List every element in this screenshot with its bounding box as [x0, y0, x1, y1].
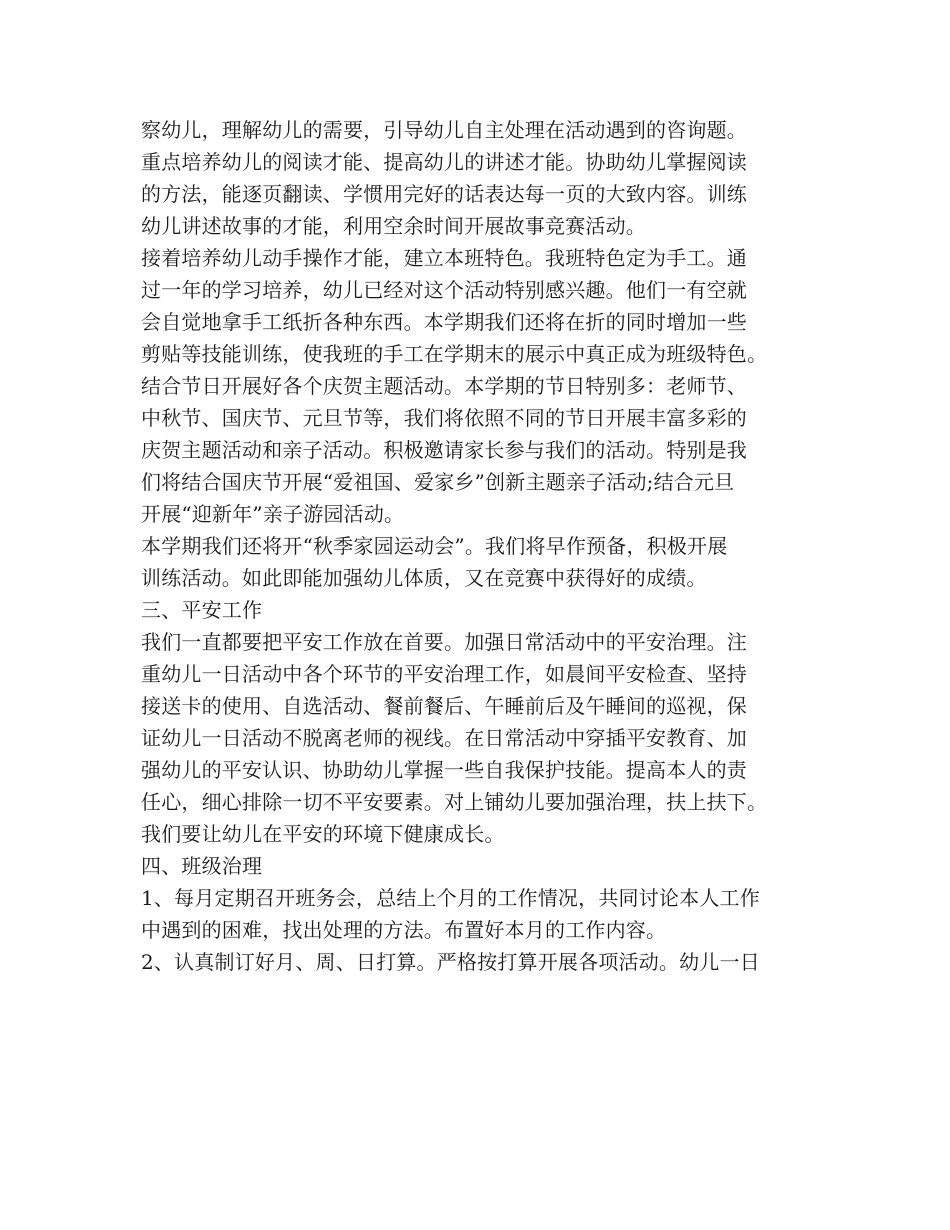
text-line: 重幼儿一日活动中各个环节的平安治理工作，如晨间平安检查、坚持 — [141, 662, 747, 686]
text-line: 的方法，能逐页翻读、学惯用完好的话表达每一页的大致内容。训练 — [141, 182, 747, 206]
text-line: 开展“迎新年”亲子游园活动。 — [141, 502, 405, 526]
text-line: 们将结合国庆节开展“爱祖国、爱家乡”创新主题亲子活动;结合元旦 — [141, 470, 735, 494]
text-line: 中秋节、国庆节、元旦节等，我们将依照不同的节日开展丰富多彩的 — [141, 406, 747, 430]
text-line: 庆贺主题活动和亲子活动。积极邀请家长参与我们的活动。特别是我 — [141, 438, 747, 462]
text-line: 接送卡的使用、自选活动、餐前餐后、午睡前后及午睡间的巡视，保 — [141, 694, 747, 718]
text-line: 幼儿讲述故事的才能，利用空余时间开展故事竞赛活动。 — [141, 214, 646, 238]
text-line: 本学期我们还将开“秋季家园运动会”。我们将早作预备，积极开展 — [141, 534, 728, 558]
text-line: 证幼儿一日活动不脱离老师的视线。在日常活动中穿插平安教育、加 — [141, 726, 747, 750]
text-line: 重点培养幼儿的阅读才能、提高幼儿的讲述才能。协助幼儿掌握阅读 — [141, 150, 747, 174]
text-line: 察幼儿，理解幼儿的需要，引导幼儿自主处理在活动遇到的咨询题。 — [141, 118, 747, 142]
body-text — [141, 114, 831, 978]
text-line: 会自觉地拿手工纸折各种东西。本学期我们还将在折的同时增加一些 — [141, 310, 747, 334]
text-line: 强幼儿的平安认识、协助幼儿掌握一些自我保护技能。提高本人的责 — [141, 758, 747, 782]
text-line: 过一年的学习培养，幼儿已经对这个活动特别感兴趣。他们一有空就 — [141, 278, 747, 302]
text-line: 结合节日开展好各个庆贺主题活动。本学期的节日特别多：老师节、 — [141, 374, 747, 398]
text-line: 接着培养幼儿动手操作才能，建立本班特色。我班特色定为手工。通 — [141, 246, 747, 270]
text-line: 我们一直都要把平安工作放在首要。加强日常活动中的平安治理。注 — [141, 630, 747, 654]
text-line: 训练活动。如此即能加强幼儿体质，又在竞赛中获得好的成绩。 — [141, 566, 707, 590]
section-heading-safety: 三、平安工作 — [141, 598, 263, 622]
text-line: 我们要让幼儿在平安的环境下健康成长。 — [141, 822, 505, 846]
text-line: 剪贴等技能训练，使我班的手工在学期末的展示中真正成为班级特色。 — [141, 342, 768, 366]
text-line: 2、认真制订好月、周、日打算。严格按打算开展各项活动。幼儿一日 — [141, 950, 760, 974]
text-line: 1、每月定期召开班务会，总结上个月的工作情况，共同讨论本人工作 — [141, 886, 760, 910]
text-line: 任心，细心排除一切不平安要素。对上铺幼儿要加强治理，扶上扶下。 — [141, 790, 768, 814]
section-heading-class-management: 四、班级治理 — [141, 854, 263, 878]
text-line: 中遇到的困难，找出处理的方法。布置好本月的工作内容。 — [141, 918, 667, 942]
